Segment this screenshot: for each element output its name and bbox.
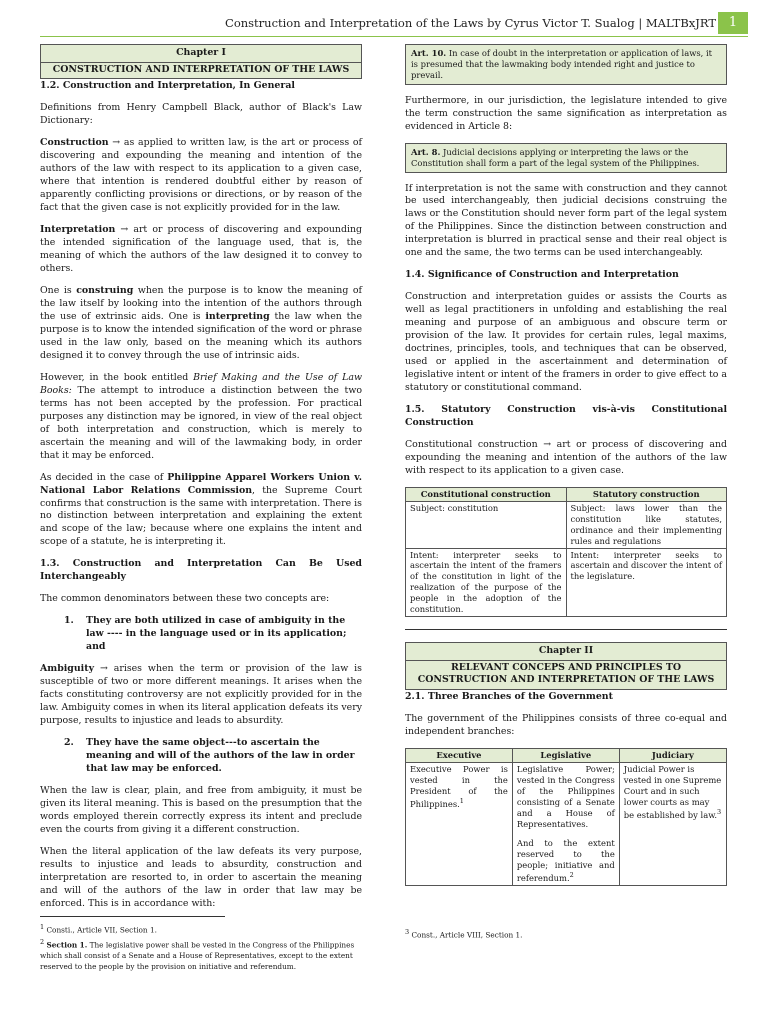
page-number: 1: [718, 12, 748, 34]
section-1-4-heading: 1.4. Significance of Construction and Interpretation: [405, 269, 679, 281]
table-header: Legislative: [512, 749, 619, 763]
however-paragraph: However, in the book entitled Brief Making and the Use of Law Books: The attempt to introduce a distinction between the two terms has not been accepted by the profession. For practical purposes any distinction may be ignored, in view of the real object of both interpretation and construction, which is merely to ascertain the meaning and will of the lawmaking body, in order that it may be enforced.: [40, 371, 362, 461]
construction-definition: Construction → as applied to written law, is the art or process of discovering and expounding the meaning and intention of the authors of the law with respect to its application to a given case, where that intention is rendered doubtful either by reason of apparently conflicting provisions or directions, or by reason of the fact that the given case is not explicitly provided for in the law.: [40, 137, 362, 214]
left-column: [40, 44, 362, 920]
interpretation-term: Interpretation: [40, 224, 116, 236]
branches-table: [405, 748, 727, 886]
construing-paragraph: One is construing when the purpose is to know the meaning of the law itself by looking into the intention of the authors through the use of extrinsic aids. One is interpreting the law when the purpose is to know the intended signification of the word or phrase used in the law only, based on the meaning which its authors designed it to convey through the use of intrinsic aids.: [40, 284, 362, 361]
construction-term: Construction: [40, 137, 109, 149]
section-1-3-heading: 1.3. Construction and Interpretation Can Be Used Interchangeably: [40, 558, 362, 583]
table-cell: Subject: laws lower than the constitution like statutes, ordinance and their implementing rules and regulations: [566, 501, 727, 548]
footnote-rule: [40, 916, 225, 917]
chapter-2-label: Chapter II: [538, 645, 594, 657]
footnotes-right: [405, 928, 727, 943]
list-item-1: 1. They are both utilized in case of ambiguity in the law ---- in the language used or in its application; and: [64, 615, 347, 653]
table-cell-judiciary: Judicial Power is vested in one Supreme Court and in such lower courts as may be established by law.$^3$: [619, 762, 726, 885]
section-2-1-heading: 2.1. Three Branches of the Government: [405, 691, 613, 703]
significance-paragraph: Construction and interpretation guides or assists the Courts as well as legal practitioners in unfolding and establishing the real meaning and purpose of an ambiguous and obscure term or provision of the law. It provides for certain rules, legal maxims, doctrines, principles, tools, and techniques that can be observed, used or applied in the ascertainment and determination of legislative intent or intent of the framers in order to give effect to a statutory or constitutional command.: [405, 291, 727, 394]
furthermore-paragraph: Furthermore, in our jurisdiction, the legislature intended to give the term construction the same signification as interpretation as evidenced in Article 8:: [405, 94, 727, 132]
if-interpretation-paragraph: If interpretation is not the same with construction and they cannot be used interchangeably, then judicial decisions construing the laws or the Constitution should never form part of the legal system of the Philippines. Since the distinction between construction and interpretation is blurred in practical sense and their real object is one and the same, the two terms can be used interchangeably.: [405, 182, 727, 259]
running-title: Construction and Interpretation of the Laws by Cyrus Victor T. Sualog | MALTBxJRT: [225, 16, 716, 30]
column-divider: [405, 629, 727, 630]
footnote-2: $^2$ Section 1. The legislative power shall be vested in the Congress of the Philippines which shall consist of a Senate and a House of Representatives, except to the extent reserved to the people by the provision on initiative and referendum.: [40, 938, 355, 971]
chapter-1-label: Chapter I: [176, 47, 226, 58]
section-1-5-heading-cont: Construction: [405, 417, 474, 429]
case-paragraph: As decided in the case of Philippine Apparel Workers Union v. National Labor Relations Commission, the Supreme Court confirms that construction is the same with interpretation. There is no distinction between interpretation and explaining the extent and scope of the law; because where one explains the intent and scope of a statute, he is interpreting it.: [40, 471, 362, 548]
table-header: Constitutional construction: [406, 487, 567, 501]
list-item-2: 2. They have the same object---to ascertain the meaning and will of the authors of the law in order that law may be enforced.: [64, 737, 355, 774]
table-header: Executive: [406, 749, 513, 763]
right-column: [405, 44, 727, 886]
header-rule: [40, 36, 748, 37]
definitions-intro: Definitions from Henry Campbell Black, author of Black's Law Dictionary:: [40, 102, 362, 127]
article-8-box: Art. 8. Judicial decisions applying or interpreting the laws or the Constitution shall form a part of the legal system of the Philippines.: [405, 143, 727, 173]
constitutional-construction-definition: Constitutional construction → art or process of discovering and expounding the meaning and intention of the authors of the law with respect to its application to a given case.: [405, 438, 727, 476]
interpretation-definition: Interpretation → art or process of discovering and expounding the intended signification of the language used, that is, the meaning of which the authors of the law designed it to convey to others.: [40, 224, 362, 274]
table-cell: Intent: interpreter seeks to ascertain the intent of the framers of the constitution in light of the realization of the purpose of the people in the adoption of the constitution.: [406, 548, 567, 617]
ambiguity-definition: Ambiguity → arises when the term or provision of the law is susceptible of two or more different meanings. It arises when the facts constituting controversy are not explicitly provided for in the law. Ambiguity comes in when its literal application defeats its very purpose, results to injustice and leads to absurdity.: [40, 663, 362, 727]
chapter-1-box: [40, 44, 362, 79]
common-intro: The common denominators between these two concepts are:: [40, 593, 330, 605]
page-header: [0, 12, 768, 36]
table-cell: Intent: interpreter seeks to ascertain and discover the intent of the legislature.: [566, 548, 727, 617]
section-1-5-heading: 1.5. Statutory Construction vis-à-vis Constitutional: [405, 404, 727, 416]
branches-intro: The government of the Philippines consists of three co-equal and independent branches:: [405, 713, 727, 738]
chapter-1-title: CONSTRUCTION AND INTERPRETATION OF THE LAWS: [41, 62, 361, 77]
chapter-2-box: [405, 642, 727, 690]
footnotes-left: [40, 916, 362, 974]
construction-comparison-table: [405, 487, 727, 617]
chapter-2-title: RELEVANT CONCEPS AND PRINCIPLES TO CONSTRUCTION AND INTERPRETATION OF THE LAWS: [406, 660, 726, 687]
section-1-2-heading: 1.2. Construction and Interpretation, In General: [40, 80, 295, 92]
footnote-3: $^3$ Const., Article VIII, Section 1.: [405, 928, 523, 940]
literal-application-paragraph: When the literal application of the law defeats its very purpose, results to injustice and leads to absurdity, construction and interpretation are resorted to, in order to ascertain the meaning and will of the authors of the law in order that law may be enforced. This is in accordance with:: [40, 845, 362, 909]
table-cell-legislative: Legislative Power; vested in the Congress of the Philippines consisting of a Senate and a House of Representatives. And to the extent reserved to the people; initiative and referendum.$^2$: [512, 762, 619, 885]
table-header: Statutory construction: [566, 487, 727, 501]
article-10-box: Art. 10. In case of doubt in the interpretation or application of laws, it is presumed that the lawmaking body intended right and justice to prevail.: [405, 44, 727, 85]
table-header: Judiciary: [619, 749, 726, 763]
table-cell: Subject: constitution: [406, 501, 567, 548]
clear-law-paragraph: When the law is clear, plain, and free from ambiguity, it must be given its literal meaning. This is based on the presumption that the words employed therein correctly express its intent and preclude even the courts from giving it a different construction.: [40, 784, 362, 835]
table-cell-executive: Executive Power is vested in the President of the Philippines.$^1$: [406, 762, 513, 885]
footnote-1: $^1$ Consti., Article VII, Section 1.: [40, 923, 157, 935]
